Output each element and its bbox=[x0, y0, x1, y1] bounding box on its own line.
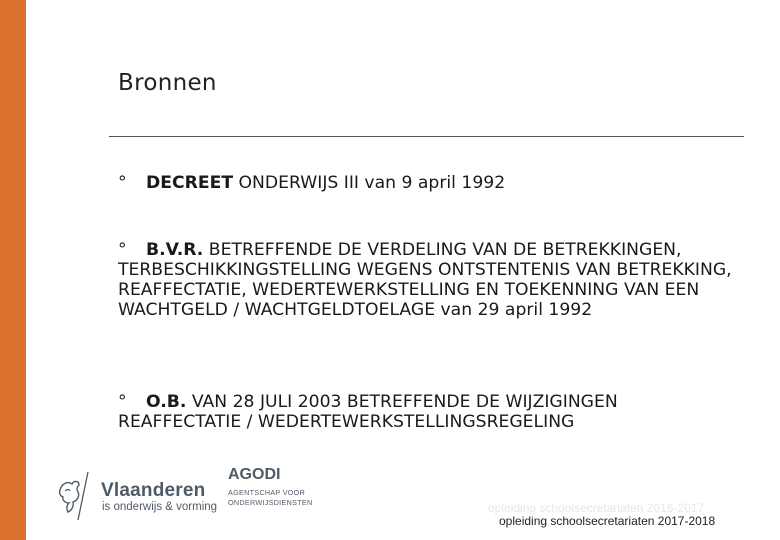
vlaanderen-logo-text: Vlaanderen bbox=[101, 480, 206, 501]
footer-text: opleiding schoolsecretariaten 2017-2018 bbox=[499, 514, 716, 528]
accent-side-bar bbox=[0, 0, 26, 540]
bullet-marker: ° bbox=[118, 392, 127, 412]
list-item bbox=[118, 240, 738, 320]
agodi-logo-text: AGODI bbox=[228, 466, 281, 483]
item-text: BETREFFENDE DE VERDELING VAN DE BETREKKINGEN, TERBESCHIKKINGSTELLING WEGENS ONTSTENTENIS VAN BETREKKING, REAFFECTATIE, WEDERTEWERKSTELLING EN TOEKENNING VAN EEN WACHTGELD / WACHTGELDTOELAGE van 29 april 1992 bbox=[118, 240, 732, 320]
item-bold-label: DECREET bbox=[146, 173, 234, 193]
bullet-marker: ° bbox=[118, 173, 127, 193]
item-bold-label: O.B. bbox=[146, 392, 187, 412]
vlaanderen-lion-logo-icon bbox=[54, 470, 98, 522]
list-item bbox=[118, 173, 738, 193]
vlaanderen-logo-tagline: is onderwijs & vorming bbox=[102, 501, 218, 513]
item-text: VAN 28 JULI 2003 BETREFFENDE DE WIJZIGINGEN REAFFECTATIE / WEDERTEWERKSTELLINGSREGELING bbox=[118, 392, 618, 432]
list-item bbox=[118, 392, 738, 432]
footer-ghost-text: opleiding schoolsecretariaten 2016-2017 bbox=[488, 501, 705, 515]
item-bold-label: B.V.R. bbox=[146, 240, 204, 260]
title-divider bbox=[109, 136, 744, 137]
bullet-marker: ° bbox=[118, 240, 127, 260]
page-title: Bronnen bbox=[118, 70, 217, 96]
agodi-logo-subtitle: AGENTSCHAP VOOR ONDERWIJSDIENSTEN bbox=[228, 488, 313, 507]
item-text: ONDERWIJS III van 9 april 1992 bbox=[233, 173, 506, 193]
